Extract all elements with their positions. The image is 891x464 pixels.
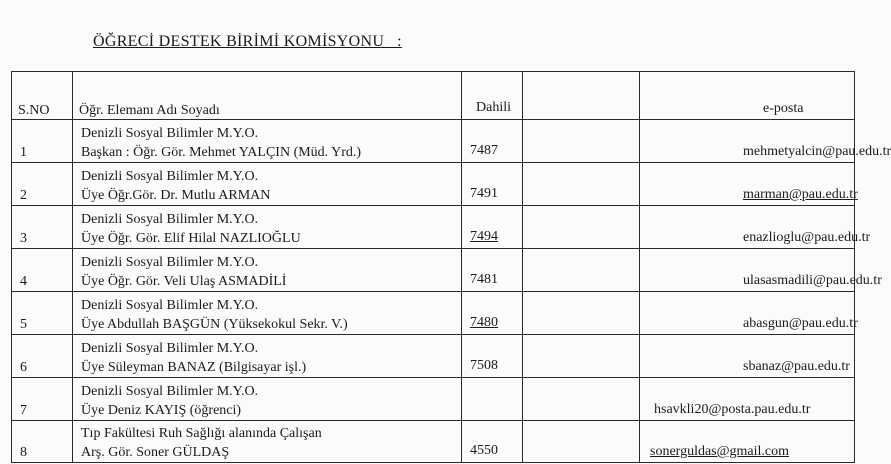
- row-blank: [523, 249, 640, 292]
- row-email: hsavkli20@posta.pau.edu.tr: [640, 378, 855, 421]
- row-member: [73, 163, 462, 206]
- member-unit: Denizli Sosyal Bilimler M.Y.O.: [81, 384, 259, 399]
- row-blank: [523, 120, 640, 163]
- header-no: S.NO: [12, 72, 73, 120]
- row-number: 7: [12, 378, 73, 421]
- member-unit: Denizli Sosyal Bilimler M.Y.O.: [81, 212, 259, 227]
- member-name: Üye Öğr. Gör. Veli Ulaş ASMADİLİ: [81, 274, 287, 289]
- member-name: Arş. Gör. Soner GÜLDAŞ: [81, 445, 230, 460]
- member-unit: Denizli Sosyal Bilimler M.Y.O.: [81, 255, 259, 270]
- row-member: [73, 249, 462, 292]
- row-number: 1: [12, 120, 73, 163]
- header-blank: [523, 72, 640, 120]
- row-member: [73, 120, 462, 163]
- member-name: Başkan : Öğr. Gör. Mehmet YALÇIN (Müd. Yrd.): [81, 145, 362, 160]
- member-name: Üye Öğr. Gör. Elif Hilal NAZLIOĞLU: [81, 231, 301, 246]
- row-number: 8: [12, 421, 73, 463]
- row-number: 4: [12, 249, 73, 292]
- header-ext: Dahili: [462, 72, 523, 120]
- row-extension: 7481: [462, 249, 523, 292]
- row-extension: 7487: [462, 120, 523, 163]
- member-name: Üye Süleyman BANAZ (Bilgisayar işl.): [81, 360, 307, 375]
- row-member: [73, 335, 462, 378]
- row-blank: [523, 378, 640, 421]
- row-email: enazlioglu@pau.edu.tr: [640, 206, 855, 249]
- row-email: abasgun@pau.edu.tr: [640, 292, 855, 335]
- row-extension: [462, 378, 523, 421]
- row-extension: 7491: [462, 163, 523, 206]
- row-email: sbanaz@pau.edu.tr: [640, 335, 855, 378]
- row-extension: 7508: [462, 335, 523, 378]
- table-row: [12, 120, 855, 163]
- member-unit: Denizli Sosyal Bilimler M.Y.O.: [81, 126, 259, 141]
- table-header-row: [12, 72, 855, 120]
- row-blank: [523, 206, 640, 249]
- header-name: Öğr. Elemanı Adı Soyadı: [73, 72, 462, 120]
- member-name: Üye Abdullah BAŞGÜN (Yüksekokul Sekr. V.): [81, 317, 348, 332]
- member-name: Üye Deniz KAYIŞ (öğrenci): [81, 403, 242, 418]
- row-blank: [523, 335, 640, 378]
- row-member: [73, 292, 462, 335]
- row-email: mehmetyalcin@pau.edu.tr: [640, 120, 855, 163]
- row-email: sonerguldas@gmail.com: [640, 421, 855, 463]
- row-number: 2: [12, 163, 73, 206]
- member-unit: Denizli Sosyal Bilimler M.Y.O.: [81, 298, 259, 313]
- row-extension: 7480: [462, 292, 523, 335]
- table-row: [12, 335, 855, 378]
- table-row: [12, 378, 855, 421]
- member-unit: Denizli Sosyal Bilimler M.Y.O.: [81, 341, 259, 356]
- table-row: [12, 163, 855, 206]
- row-member: [73, 206, 462, 249]
- table-row: [12, 249, 855, 292]
- row-number: 5: [12, 292, 73, 335]
- committee-table: [11, 71, 891, 463]
- row-blank: [523, 163, 640, 206]
- row-email: ulasasmadili@pau.edu.tr: [640, 249, 855, 292]
- page-title: ÖĞRECİ DESTEK BİRİMİ KOMİSYONU :: [93, 33, 402, 50]
- table-row: [12, 292, 855, 335]
- header-email: e-posta: [640, 72, 855, 120]
- row-number: 3: [12, 206, 73, 249]
- row-extension: 7494: [462, 206, 523, 249]
- row-email: marman@pau.edu.tr: [640, 163, 855, 206]
- row-blank: [523, 421, 640, 463]
- member-unit: Tıp Fakültesi Ruh Sağlığı alanında Çalışan: [81, 426, 322, 441]
- row-number: 6: [12, 335, 73, 378]
- row-extension: 4550: [462, 421, 523, 463]
- table-row: [12, 421, 855, 463]
- member-unit: Denizli Sosyal Bilimler M.Y.O.: [81, 169, 259, 184]
- row-blank: [523, 292, 640, 335]
- member-name: Üye Öğr.Gör. Dr. Mutlu ARMAN: [81, 188, 271, 203]
- row-member: [73, 421, 462, 463]
- table-row: [12, 206, 855, 249]
- row-member: [73, 378, 462, 421]
